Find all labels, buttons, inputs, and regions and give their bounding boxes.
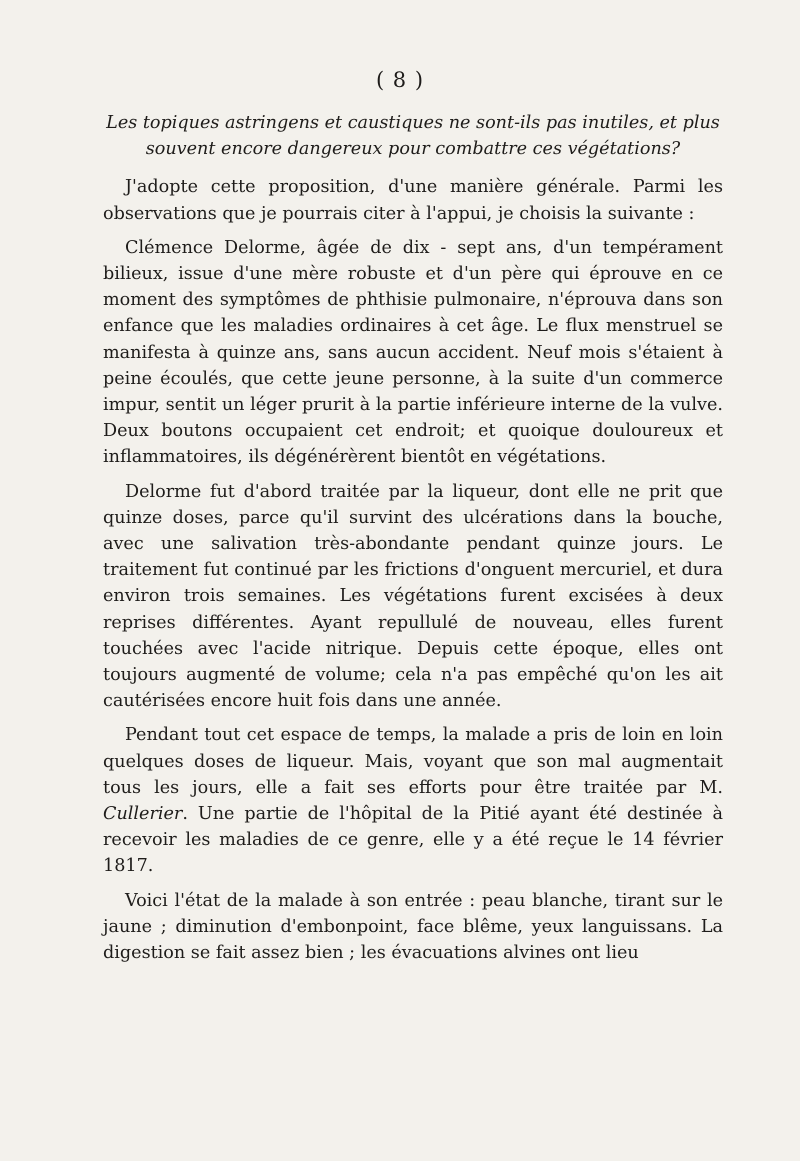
section-heading-line-1: Les topiques astringens et caustiques ne sont-ils pas inutiles, et plus — [106, 113, 720, 133]
paragraph-case-history: Clémence Delorme, âgée de dix - sept ans, d'un tempérament bilieux, issue d'une mère robuste et d'un père qui éprouve en ce moment des symptômes de phthisie pulmonaire, n'éprouva dans son enfance que les maladies ordinaires à cet âge. Le flux menstruel se manifesta à quinze ans, sans aucun accident. Neuf mois s'étaient à peine écoulés, que cette jeune personne, à la suite d'un commerce impur, sentit un léger prurit à la partie inférieure interne de la vulve. Deux boutons occupaient cet endroit; et quoique douloureux et inflammatoires, ils dégénérèrent bientôt en végétations. — [103, 237, 723, 468]
paragraph-admission-text-after: . Une partie de l'hôpital de la Pitié ayant été destinée à recevoir les maladies de ce genre, elle y a été reçue le 14 février 1817. — [103, 804, 723, 877]
page-body — [103, 110, 723, 974]
paragraph-hospital-admission — [103, 722, 723, 879]
section-heading-line-2: souvent encore dangereux pour combattre ces végétations? — [145, 139, 681, 160]
section-heading — [103, 110, 723, 162]
author-name-cullerier: Cullerier — [103, 804, 183, 825]
paragraph-proposition: J'adopte cette proposition, d'une manière générale. Parmi les observations que je pourrais citer à l'appui, je choisis la suivante : — [103, 177, 723, 224]
page-number: ( 8 ) — [375, 68, 425, 92]
paragraph-admission-text-before: Pendant tout cet espace de temps, la malade a pris de loin en loin quelques doses de liqueur. Mais, voyant que son mal augmentait tous les jours, elle a fait ses efforts pour être traitée par M. — [103, 725, 723, 798]
paragraph-treatment: Delorme fut d'abord traitée par la liqueur, dont elle ne prit que quinze doses, parce qu'il survint des ulcérations dans la bouche, avec une salivation très-abondante pendant quinze jours. Le traitement fut continué par les frictions d'onguent mercuriel, et dura environ trois semaines. Les végétations furent excisées à deux reprises différentes. Ayant repullulé de nouveau, elles furent touchées avec l'acide nitrique. Depuis cette époque, elles ont toujours augmenté de volume; cela n'a pas empêché qu'on les ait cautérisées encore huit fois dans une année. — [103, 481, 723, 712]
paragraph-patient-state: Voici l'état de la malade à son entrée : peau blanche, tirant sur le jaune ; diminution d'embonpoint, face blême, yeux languissans. La digestion se fait assez bien ; les évacuations alvines ont lieu — [103, 890, 723, 964]
